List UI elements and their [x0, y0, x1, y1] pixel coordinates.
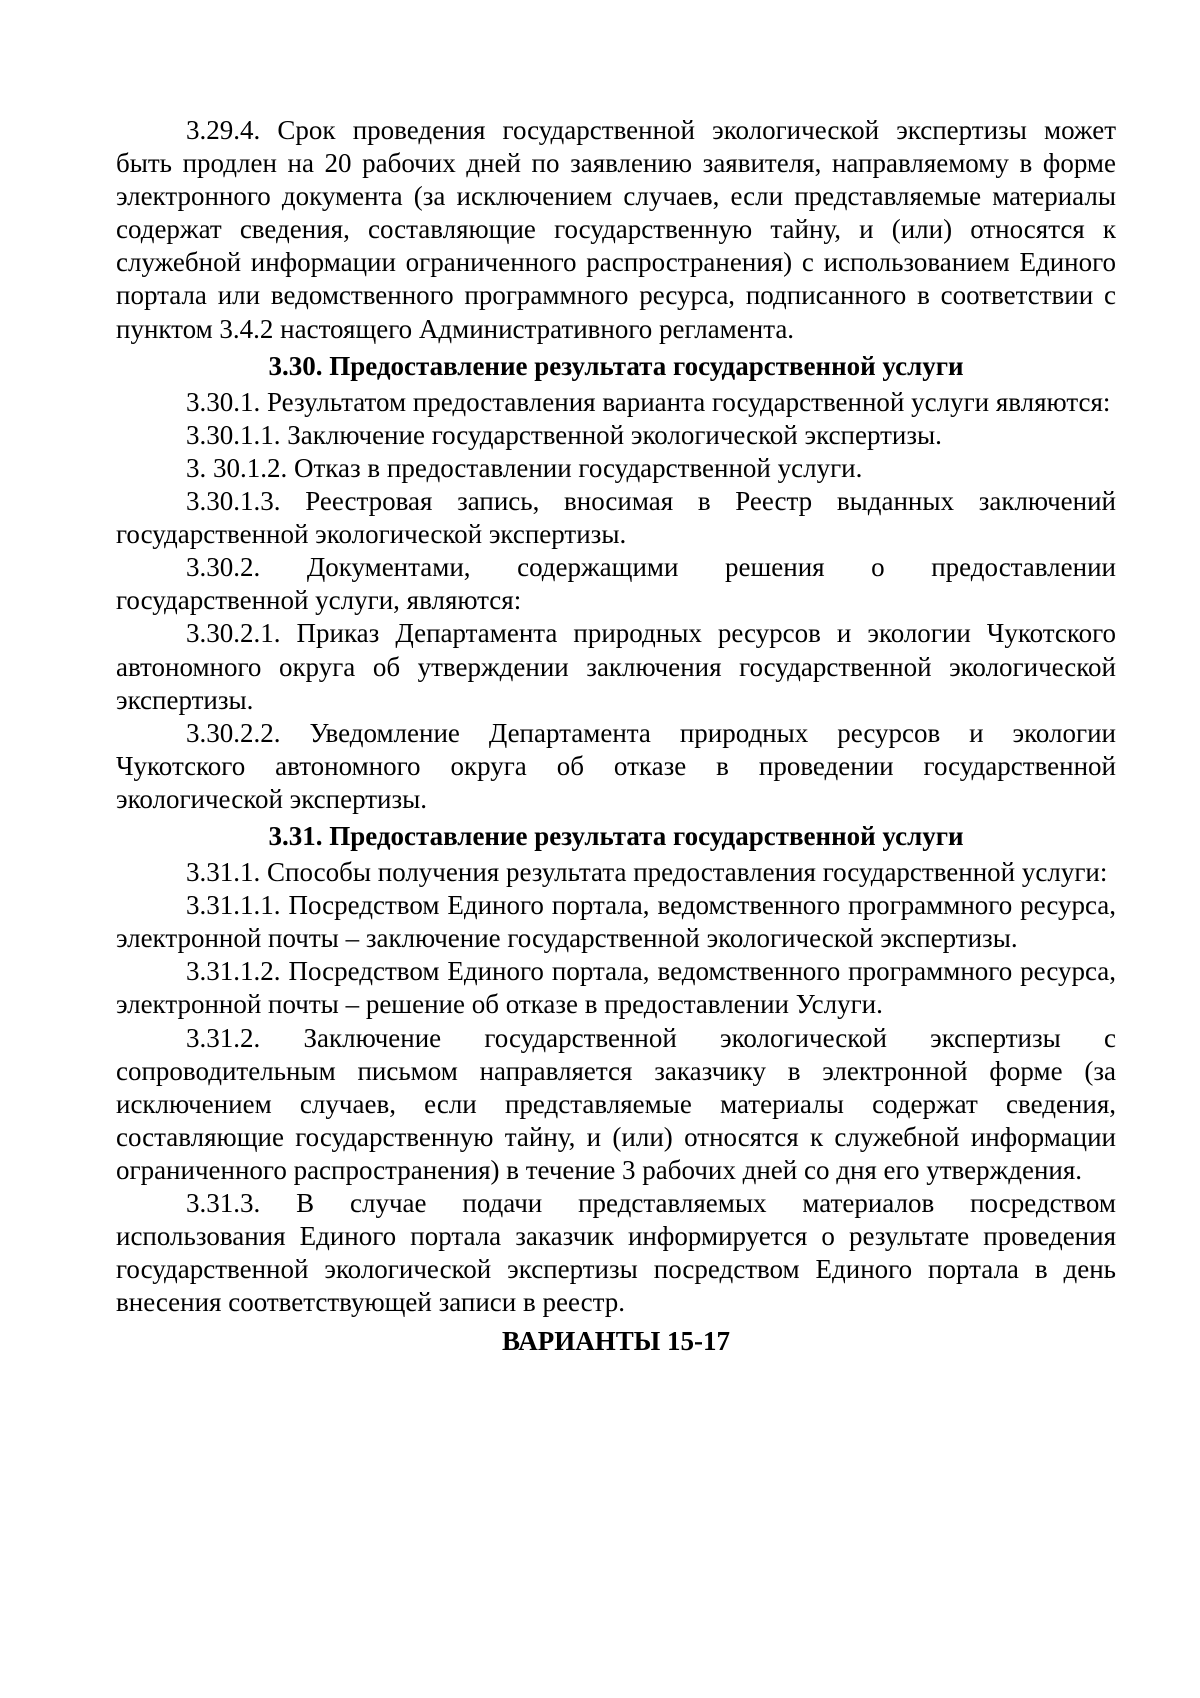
paragraph-3-30-1: 3.30.1. Результатом предоставления варианта государственной услуги являются: — [186, 386, 1111, 417]
paragraph-3-30-1-1: 3.30.1.1. Заключение государственной экологической экспертизы. — [186, 419, 942, 450]
paragraph-3-30-2-2: 3.30.2.2. Уведомление Департамента природных ресурсов и экологии Чукотского автономного округа об отказе в проведении государственной экологической экспертизы. — [116, 717, 1116, 814]
paragraph-3-31-1-1: 3.31.1.1. Посредством Единого портала, ведомственного программного ресурса, электронной почты – заключение государственной экологической экспертизы. — [116, 890, 1116, 954]
paragraph-3-31-1-2: 3.31.1.2. Посредством Единого портала, ведомственного программного ресурса, электронной почты – решение об отказе в предоставлении Услуги. — [116, 956, 1116, 1020]
paragraph-3-31-3: 3.31.3. В случае подачи представляемых материалов посредством использования Единого портала заказчик информируется о результате проведения государственной экологической экспертизы посредством Единого портала в день внесения соответствующей записи в реестр. — [116, 1188, 1116, 1318]
paragraph-3-30-2-1: 3.30.2.1. Приказ Департамента природных ресурсов и экологии Чукотского автономного округа об утверждении заключения государственной экологической экспертизы. — [116, 618, 1116, 715]
paragraph-3-30-2: 3.30.2. Документами, содержащими решения о предоставлении государственной услуги, являются: — [116, 552, 1116, 616]
paragraph-3-30-1-2: 3. 30.1.2. Отказ в предоставлении государственной услуги. — [186, 452, 863, 483]
paragraph-3-31-2: 3.31.2. Заключение государственной экологической экспертизы с сопроводительным письмом направляется заказчику в электронной форме (за исключением случаев, если представляемые материалы содержат сведения, составляющие государственную тайну, и (или) относятся к служебной информации ограниченного распространения) в течение 3 рабочих дней со дня его утверждения. — [116, 1022, 1116, 1185]
section-heading-3-30: 3.30. Предоставление результата государственной услуги — [268, 350, 964, 381]
paragraph-3-30-1-3: 3.30.1.3. Реестровая запись, вносимая в Реестр выданных заключений государственной экологической экспертизы. — [116, 486, 1116, 550]
paragraph-3-31-1: 3.31.1. Способы получения результата предоставления государственной услуги: — [186, 857, 1108, 888]
document-page — [116, 114, 1116, 1358]
paragraph-3-29-4: 3.29.4. Срок проведения государственной экологической экспертизы может быть продлен на 20 рабочих дней по заявлению заявителя, направляемому в форме электронного документа (за исключением случаев, если представляемые материалы содержат сведения, составляющие государственную тайну, и (или) относятся к служебной информации ограниченного распространения) с использованием Единого портала или ведомственного программного ресурса, подписанного в соответствии с пунктом 3.4.2 настоящего Административного регламента. — [116, 115, 1116, 344]
variants-heading: ВАРИАНТЫ 15-17 — [501, 1326, 731, 1357]
section-heading-3-31: 3.31. Предоставление результата государственной услуги — [268, 820, 964, 851]
